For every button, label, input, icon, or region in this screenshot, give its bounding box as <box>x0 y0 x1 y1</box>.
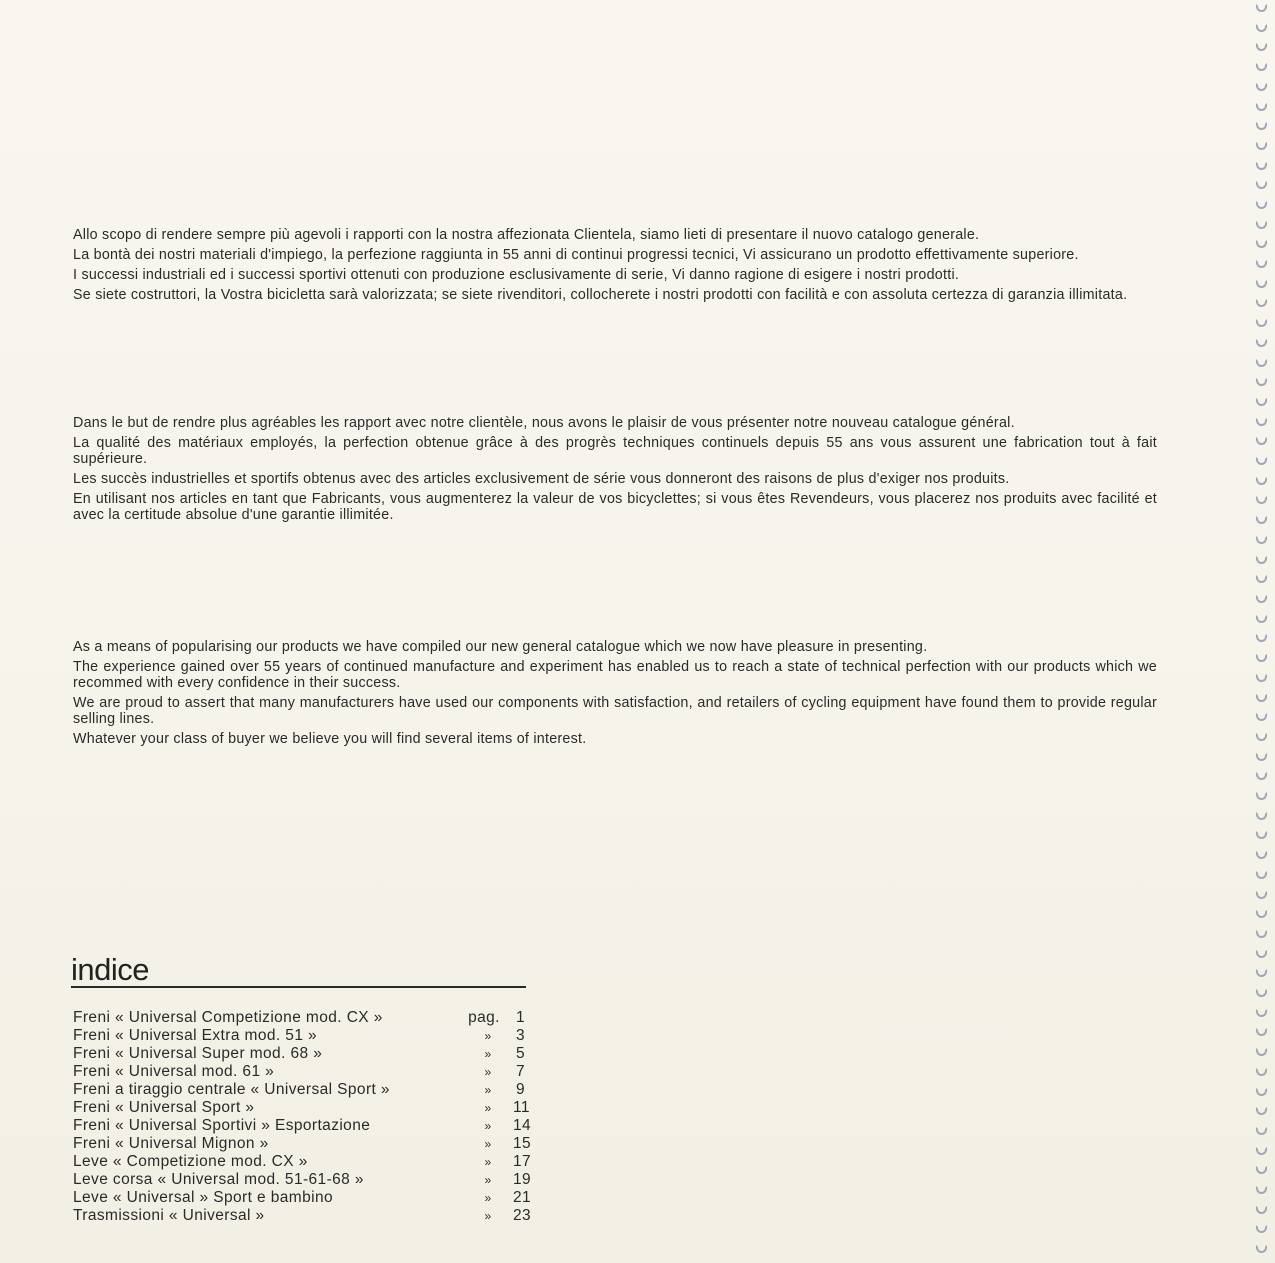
paragraph: La qualité des matériaux employés, la perfection obtenue grâce à des progrès techniques continuels depuis 55 ans vous assurent une fabrication tout à fait supérieure. <box>73 435 1157 467</box>
binding-ring-icon <box>1256 654 1267 662</box>
paragraph: En utilisant nos articles en tant que Fabricants, vous augmenterez la valeur de vos bicyclettes; si vous êtes Revendeurs, vous placerez nos produits avec facilité et avec la certitude absolue d'une garantie illimitée. <box>73 491 1157 523</box>
index-entry-marker: » <box>484 1029 492 1043</box>
binding-ring-icon <box>1256 299 1267 307</box>
binding-ring-icon <box>1256 201 1267 209</box>
binding-ring-icon <box>1256 516 1267 524</box>
binding-ring-icon <box>1256 1127 1267 1135</box>
paragraph: Allo scopo di rendere sempre più agevoli i rapporti con la nostra affezionata Clientela, siamo lieti di presentare il nuovo catalogo generale. <box>73 227 980 243</box>
binding-ring-icon <box>1256 792 1267 800</box>
paragraph: We are proud to assert that many manufacturers have used our components with satisfaction, and retailers of cycling equipment have found them to provide regular selling lines. <box>73 695 1157 727</box>
index-entry-page: 14 <box>513 1117 532 1134</box>
binding-ring-icon <box>1256 694 1267 702</box>
binding-ring-icon <box>1256 969 1267 977</box>
index-entry-page: 15 <box>513 1135 532 1152</box>
binding-ring-icon <box>1256 595 1267 603</box>
index-entry <box>73 1189 533 1207</box>
index-entry <box>73 1009 533 1027</box>
binding-ring-icon <box>1256 24 1267 32</box>
index-entry <box>73 1099 533 1117</box>
binding-ring-icon <box>1256 950 1267 958</box>
index-entry-label: Freni « Universal Super mod. 68 » <box>73 1045 323 1062</box>
binding-ring-icon <box>1256 891 1267 899</box>
binding-ring-icon <box>1256 496 1267 504</box>
index-entry <box>73 1171 533 1189</box>
binding-ring-icon <box>1256 733 1267 741</box>
binding-ring-icon <box>1256 221 1267 229</box>
binding-ring-icon <box>1256 83 1267 91</box>
index-entry-marker: » <box>484 1155 492 1169</box>
index-entry <box>73 1027 533 1045</box>
paragraph: Whatever your class of buyer we believe you will find several items of interest. <box>73 731 587 747</box>
binding-ring-icon <box>1256 63 1267 71</box>
binding-ring-icon <box>1256 457 1267 465</box>
index-entry <box>73 1135 533 1153</box>
binding-ring-icon <box>1256 831 1267 839</box>
index-entry <box>73 1081 533 1099</box>
binding-ring-icon <box>1256 339 1267 347</box>
index-title: indice <box>71 952 149 987</box>
paragraph: As a means of popularising our products we have compiled our new general catalogue which we now have pleasure in presenting. <box>73 639 928 655</box>
paragraph: Se siete costruttori, la Vostra bicicletta sarà valorizzata; se siete rivenditori, collocherete i nostri prodotti con facilità e con assoluta certezza di garanzia illimitata. <box>73 287 1128 303</box>
binding-ring-icon <box>1256 634 1267 642</box>
index-entry <box>73 1153 533 1171</box>
index-entry <box>73 1117 533 1135</box>
english-intro <box>73 639 1157 751</box>
binding-ring-icon <box>1256 378 1267 386</box>
binding-ring-icon <box>1256 812 1267 820</box>
binding-ring-icon <box>1256 1107 1267 1115</box>
paragraph: Dans le but de rendre plus agréables les rapport avec notre clientèle, nous avons le plaisir de vous présenter notre nouveau catalogue général. <box>73 415 1015 431</box>
index-entry-label: Freni « Universal Competizione mod. CX » <box>73 1009 383 1026</box>
index-heading <box>71 952 526 988</box>
index-entry <box>73 1063 533 1081</box>
binding-ring-icon <box>1256 989 1267 997</box>
index-entry <box>73 1207 533 1225</box>
index-entry-label: Leve « Competizione mod. CX » <box>73 1153 308 1170</box>
index-entry-marker: pag. <box>468 1009 500 1026</box>
index-entry-label: Freni « Universal mod. 61 » <box>73 1063 275 1080</box>
paragraph: La bontà dei nostri materiali d'impiego, la perfezione raggiunta in 55 anni di continui progressi tecnici, Vi assicurano un prodotto effettivamente superiore. <box>73 247 1079 263</box>
binding-ring-icon <box>1256 615 1267 623</box>
index-entry-page: 5 <box>515 1045 525 1062</box>
paragraph: The experience gained over 55 years of continued manufacture and experiment has enabled us to reach a state of technical perfection with our products which we recommed with every confidence in their success. <box>73 659 1157 691</box>
index-entry-marker: » <box>484 1083 492 1097</box>
index-entry-marker: » <box>484 1119 492 1133</box>
binding-ring-icon <box>1256 1009 1267 1017</box>
italian-intro <box>73 227 1157 307</box>
binding-ring-icon <box>1256 437 1267 445</box>
binding-ring-icon <box>1256 753 1267 761</box>
index-entry-label: Freni « Universal Sportivi » Esportazione <box>73 1117 371 1134</box>
binding-ring-icon <box>1256 713 1267 721</box>
binding-ring-icon <box>1256 930 1267 938</box>
binding-ring-icon <box>1256 1048 1267 1056</box>
binding-ring-icon <box>1256 1186 1267 1194</box>
binding-ring-icon <box>1256 319 1267 327</box>
binding-ring-icon <box>1256 1088 1267 1096</box>
index-entry-marker: » <box>484 1137 492 1151</box>
index-entry-page: 17 <box>513 1153 532 1170</box>
index-entry-label: Leve « Universal » Sport e bambino <box>73 1189 334 1206</box>
binding-ring-icon <box>1256 1245 1267 1253</box>
index-entry-label: Freni a tiraggio centrale « Universal Sport » <box>73 1081 390 1098</box>
binding-ring-icon <box>1256 4 1267 12</box>
binding-ring-icon <box>1256 122 1267 130</box>
index-entry-page: 19 <box>513 1171 532 1188</box>
paragraph: I successi industriali ed i successi sportivi ottenuti con produzione esclusivamente di serie, Vi danno ragione di esigere i nostri prodotti. <box>73 267 960 283</box>
index-entry-page: 9 <box>515 1081 525 1098</box>
index-entry-page: 21 <box>513 1189 532 1206</box>
index-entry-page: 7 <box>515 1063 525 1080</box>
binding-ring-icon <box>1256 1068 1267 1076</box>
binding-ring-icon <box>1256 280 1267 288</box>
index-entry-marker: » <box>484 1173 492 1187</box>
binding-ring-icon <box>1256 851 1267 859</box>
binding-ring-icon <box>1256 1225 1267 1233</box>
binding-ring-icon <box>1256 1206 1267 1214</box>
index-entry-page: 23 <box>513 1207 532 1224</box>
spiral-binding <box>1251 0 1275 1263</box>
index-entry-label: Leve corsa « Universal mod. 51-61-68 » <box>73 1171 364 1188</box>
binding-ring-icon <box>1256 910 1267 918</box>
binding-ring-icon <box>1256 674 1267 682</box>
binding-ring-icon <box>1256 477 1267 485</box>
index-entry-label: Freni « Universal Extra mod. 51 » <box>73 1027 318 1044</box>
index-entry-label: Freni « Universal Mignon » <box>73 1135 269 1152</box>
index-entry-page: 3 <box>515 1027 525 1044</box>
index-list <box>73 1009 533 1225</box>
paragraph: Les succès industrielles et sportifs obtenus avec des articles exclusivement de série vous donneront des raisons de plus d'exiger nos produits. <box>73 471 1010 487</box>
binding-ring-icon <box>1256 398 1267 406</box>
binding-ring-icon <box>1256 260 1267 268</box>
index-entry-marker: » <box>484 1047 492 1061</box>
binding-ring-icon <box>1256 103 1267 111</box>
index-entry-page: 1 <box>515 1009 525 1026</box>
binding-ring-icon <box>1256 359 1267 367</box>
french-intro <box>73 415 1157 527</box>
binding-ring-icon <box>1256 1028 1267 1036</box>
binding-ring-icon <box>1256 43 1267 51</box>
binding-ring-icon <box>1256 871 1267 879</box>
binding-ring-icon <box>1256 181 1267 189</box>
index-entry-marker: » <box>484 1191 492 1205</box>
binding-ring-icon <box>1256 536 1267 544</box>
binding-ring-icon <box>1256 240 1267 248</box>
binding-ring-icon <box>1256 1147 1267 1155</box>
binding-ring-icon <box>1256 142 1267 150</box>
binding-ring-icon <box>1256 418 1267 426</box>
index-entry <box>73 1045 533 1063</box>
binding-ring-icon <box>1256 1166 1267 1174</box>
binding-ring-icon <box>1256 556 1267 564</box>
index-entry-label: Trasmissioni « Universal » <box>73 1207 265 1224</box>
index-entry-marker: » <box>484 1101 492 1115</box>
binding-ring-icon <box>1256 772 1267 780</box>
binding-ring-icon <box>1256 575 1267 583</box>
binding-ring-icon <box>1256 162 1267 170</box>
index-entry-page: 11 <box>513 1099 530 1116</box>
index-entry-label: Freni « Universal Sport » <box>73 1099 255 1116</box>
index-entry-marker: » <box>484 1209 492 1223</box>
index-entry-marker: » <box>484 1065 492 1079</box>
